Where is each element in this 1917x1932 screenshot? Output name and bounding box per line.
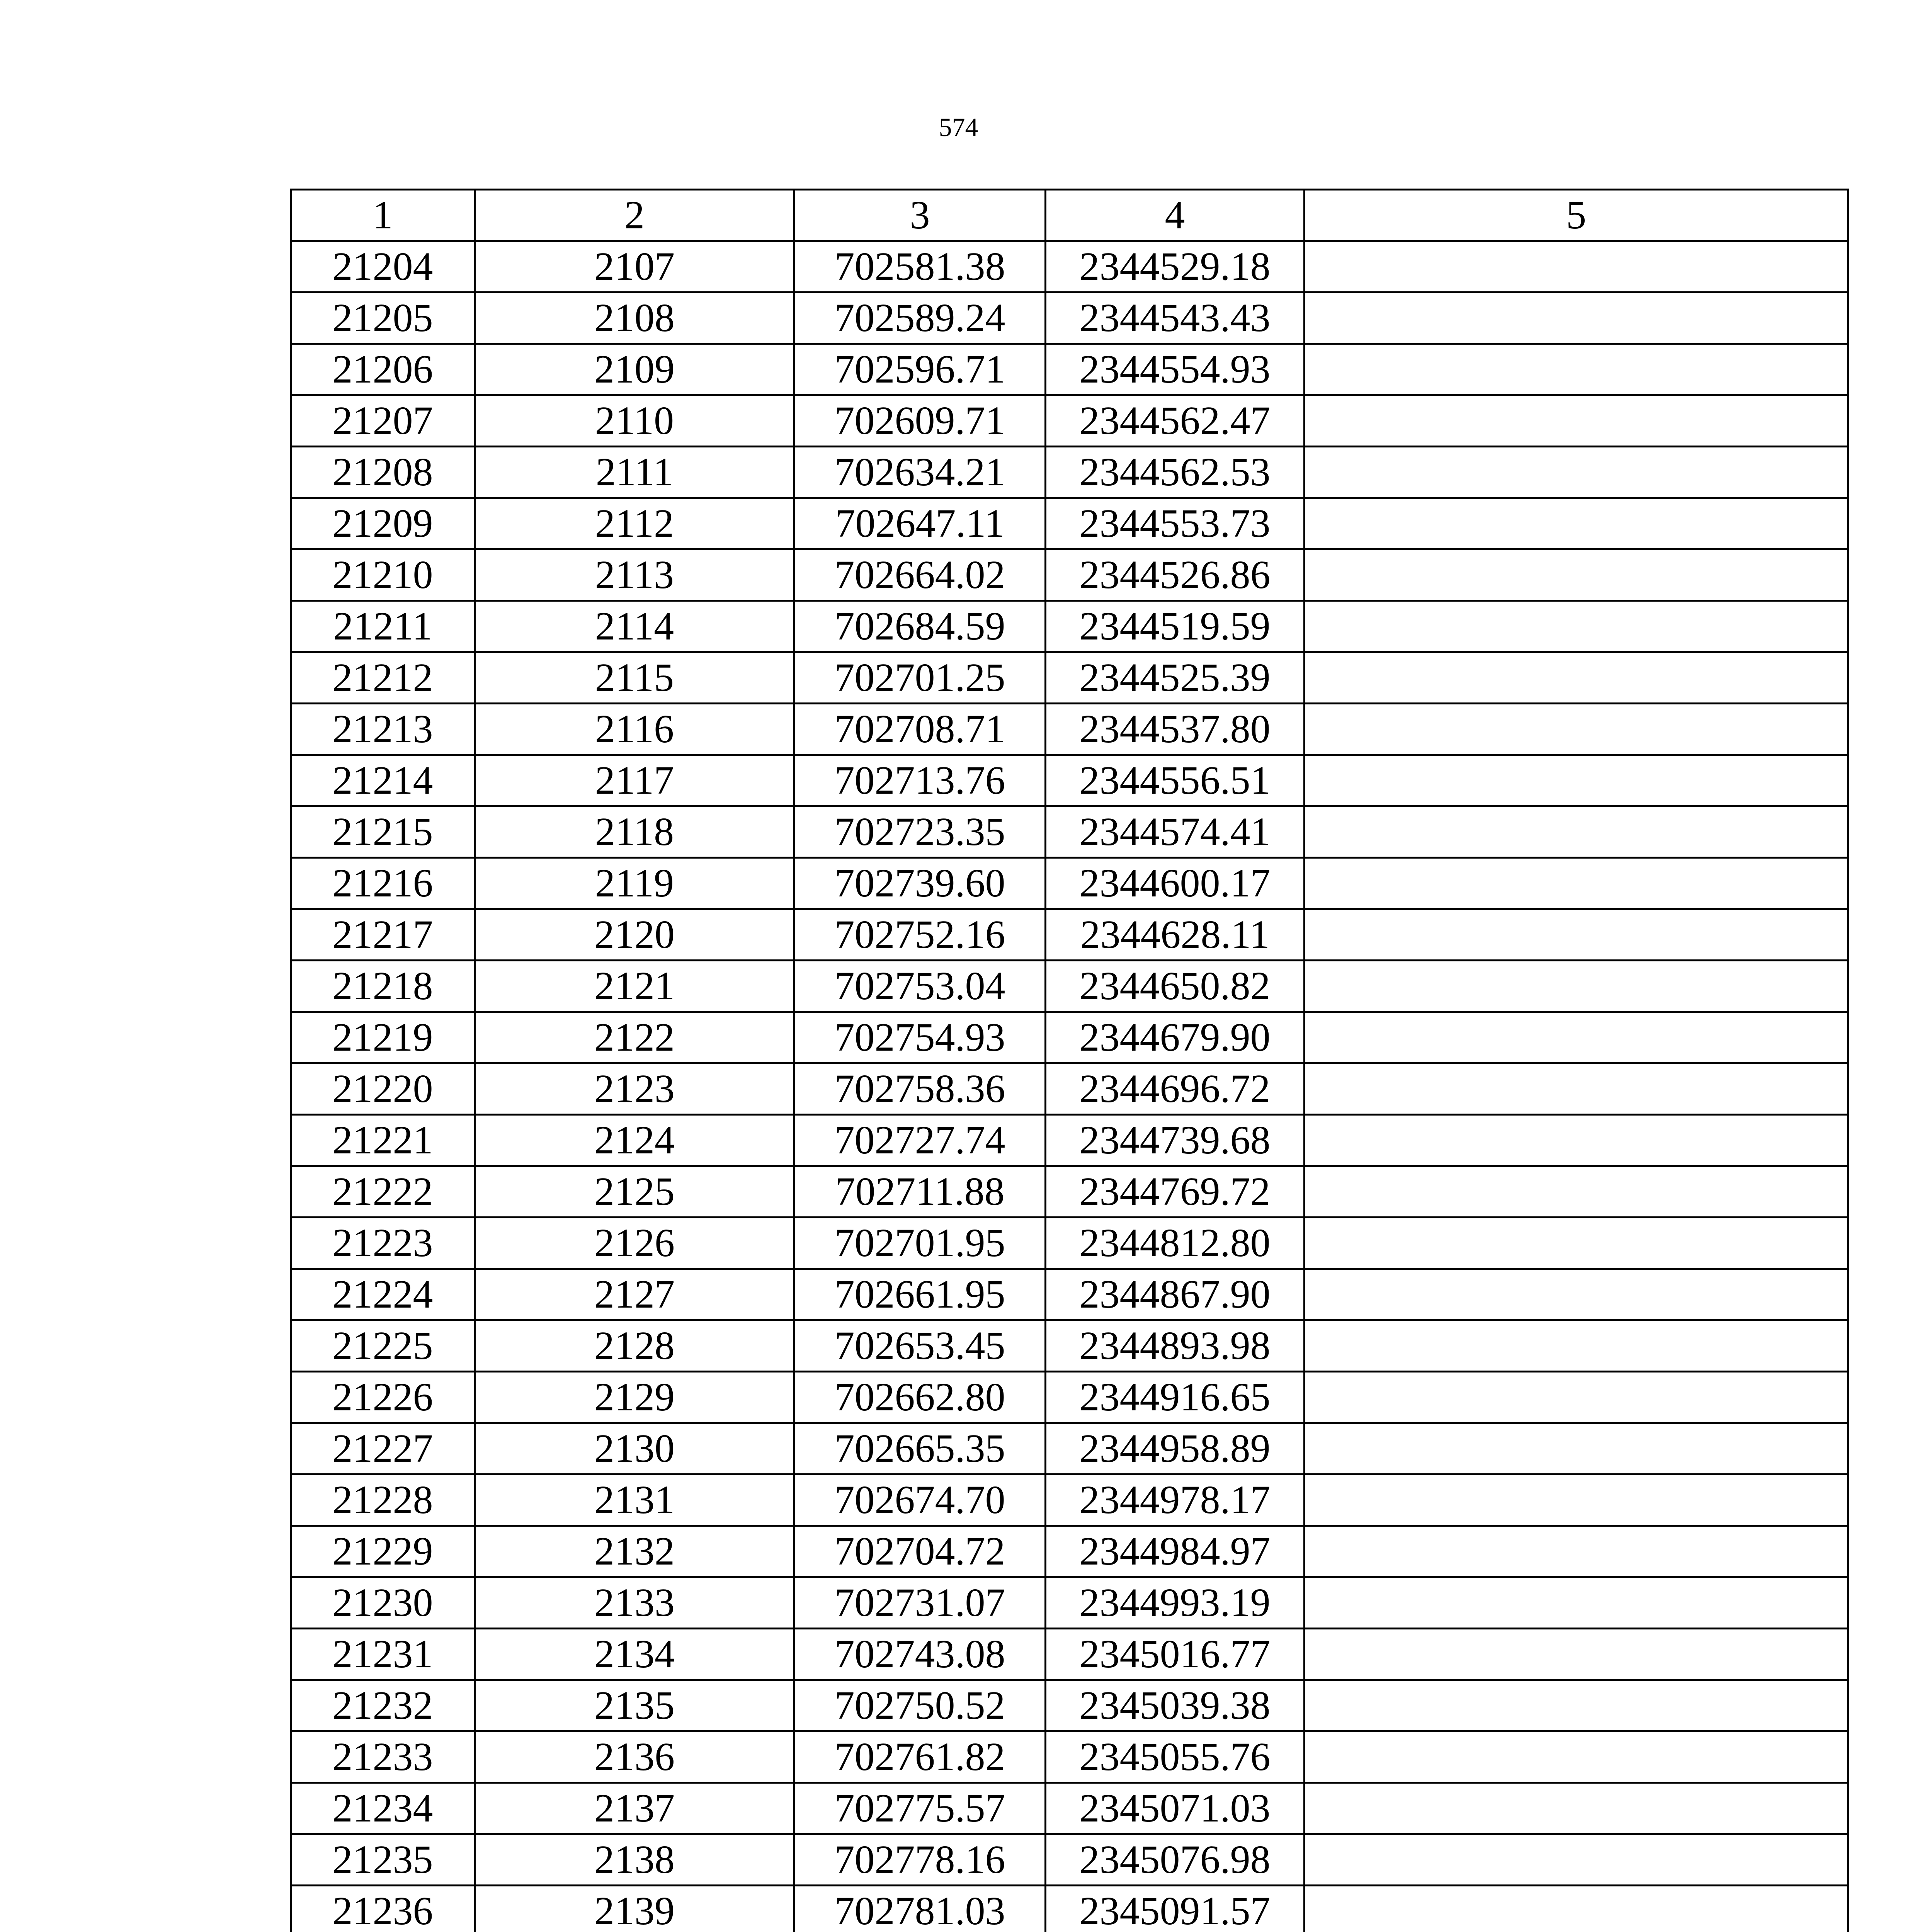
table-cell-col-1: 21232 (291, 1680, 475, 1731)
table-cell-col-4: 2344556.51 (1046, 755, 1305, 806)
table-cell-col-1: 21216 (291, 858, 475, 909)
table-row (291, 1886, 1848, 1932)
table-cell-col-5 (1305, 1372, 1848, 1423)
table-row (291, 601, 1848, 652)
table-row (291, 395, 1848, 447)
table-cell-col-4: 2344978.17 (1046, 1475, 1305, 1526)
table-row (291, 1166, 1848, 1218)
table-cell-col-1: 21220 (291, 1063, 475, 1115)
table-cell-col-4: 2344812.80 (1046, 1218, 1305, 1269)
table-row (291, 1475, 1848, 1526)
table-cell-col-1: 21207 (291, 395, 475, 447)
table-cell-col-3: 702581.38 (794, 241, 1046, 293)
table-cell-col-2: 2112 (475, 498, 794, 549)
column-header-1: 1 (291, 190, 475, 241)
table-cell-col-1: 21211 (291, 601, 475, 652)
table-cell-col-4: 2344984.97 (1046, 1526, 1305, 1577)
table-cell-col-5 (1305, 1269, 1848, 1320)
table-row (291, 1680, 1848, 1731)
table-cell-col-4: 2344529.18 (1046, 241, 1305, 293)
table-cell-col-5 (1305, 704, 1848, 755)
table-cell-col-1: 21217 (291, 909, 475, 961)
table-cell-col-1: 21230 (291, 1577, 475, 1629)
table-cell-col-4: 2344650.82 (1046, 961, 1305, 1012)
table-cell-col-1: 21209 (291, 498, 475, 549)
table-cell-col-3: 702684.59 (794, 601, 1046, 652)
table-row (291, 755, 1848, 806)
table-cell-col-5 (1305, 1423, 1848, 1475)
table-cell-col-3: 702778.16 (794, 1834, 1046, 1886)
table-row (291, 293, 1848, 344)
table-cell-col-4: 2344525.39 (1046, 652, 1305, 704)
table-cell-col-2: 2108 (475, 293, 794, 344)
table-cell-col-3: 702761.82 (794, 1731, 1046, 1783)
table-cell-col-3: 702727.74 (794, 1115, 1046, 1166)
table-cell-col-2: 2135 (475, 1680, 794, 1731)
table-cell-col-1: 21204 (291, 241, 475, 293)
table-cell-col-3: 702723.35 (794, 806, 1046, 858)
table-cell-col-2: 2131 (475, 1475, 794, 1526)
table-cell-col-3: 702753.04 (794, 961, 1046, 1012)
table-cell-col-1: 21224 (291, 1269, 475, 1320)
column-header-3: 3 (794, 190, 1046, 241)
table-cell-col-4: 2344519.59 (1046, 601, 1305, 652)
table-cell-col-2: 2133 (475, 1577, 794, 1629)
table-cell-col-3: 702752.16 (794, 909, 1046, 961)
table-cell-col-4: 2344526.86 (1046, 549, 1305, 601)
table-cell-col-5 (1305, 1526, 1848, 1577)
table-cell-col-3: 702750.52 (794, 1680, 1046, 1731)
table-cell-col-2: 2122 (475, 1012, 794, 1063)
table-cell-col-5 (1305, 1063, 1848, 1115)
table-cell-col-5 (1305, 961, 1848, 1012)
table-row (291, 1629, 1848, 1680)
column-header-5: 5 (1305, 190, 1848, 241)
table-cell-col-5 (1305, 755, 1848, 806)
table-cell-col-1: 21225 (291, 1320, 475, 1372)
table-row (291, 1526, 1848, 1577)
table-cell-col-1: 21214 (291, 755, 475, 806)
table-cell-col-5 (1305, 1012, 1848, 1063)
table-cell-col-1: 21223 (291, 1218, 475, 1269)
table-cell-col-2: 2124 (475, 1115, 794, 1166)
table-cell-col-4: 2344893.98 (1046, 1320, 1305, 1372)
table-cell-col-2: 2125 (475, 1166, 794, 1218)
table-cell-col-5 (1305, 1629, 1848, 1680)
table-cell-col-2: 2109 (475, 344, 794, 395)
table-row (291, 1372, 1848, 1423)
table-cell-col-1: 21236 (291, 1886, 475, 1932)
table-row (291, 961, 1848, 1012)
column-header-4: 4 (1046, 190, 1305, 241)
table-cell-col-5 (1305, 1680, 1848, 1731)
column-header-2: 2 (475, 190, 794, 241)
table-cell-col-2: 2126 (475, 1218, 794, 1269)
table-body (291, 241, 1848, 1932)
table-cell-col-2: 2139 (475, 1886, 794, 1932)
table-cell-col-2: 2138 (475, 1834, 794, 1886)
table-cell-col-4: 2344553.73 (1046, 498, 1305, 549)
table-cell-col-2: 2118 (475, 806, 794, 858)
table-cell-col-5 (1305, 601, 1848, 652)
table-cell-col-2: 2113 (475, 549, 794, 601)
table-cell-col-1: 21215 (291, 806, 475, 858)
table-cell-col-1: 21233 (291, 1731, 475, 1783)
table-cell-col-3: 702704.72 (794, 1526, 1046, 1577)
table-cell-col-3: 702775.57 (794, 1783, 1046, 1834)
table-cell-col-3: 702754.93 (794, 1012, 1046, 1063)
table-cell-col-1: 21229 (291, 1526, 475, 1577)
table-row (291, 1012, 1848, 1063)
coordinates-table (290, 189, 1849, 1932)
table-cell-col-4: 2344600.17 (1046, 858, 1305, 909)
table-cell-col-3: 702758.36 (794, 1063, 1046, 1115)
table-row (291, 806, 1848, 858)
table-row (291, 1115, 1848, 1166)
table-cell-col-5 (1305, 1886, 1848, 1932)
table-cell-col-5 (1305, 1577, 1848, 1629)
header-row (291, 190, 1848, 241)
table-cell-col-2: 2116 (475, 704, 794, 755)
table-cell-col-2: 2114 (475, 601, 794, 652)
table-cell-col-2: 2117 (475, 755, 794, 806)
table-cell-col-4: 2344916.65 (1046, 1372, 1305, 1423)
table-row (291, 1423, 1848, 1475)
table-cell-col-2: 2136 (475, 1731, 794, 1783)
table-row (291, 1834, 1848, 1886)
table-cell-col-3: 702634.21 (794, 447, 1046, 498)
table-cell-col-2: 2137 (475, 1783, 794, 1834)
table-row (291, 1063, 1848, 1115)
table-cell-col-3: 702665.35 (794, 1423, 1046, 1475)
table-row (291, 498, 1848, 549)
table-cell-col-5 (1305, 909, 1848, 961)
table-cell-col-4: 2344769.72 (1046, 1166, 1305, 1218)
table-cell-col-5 (1305, 1834, 1848, 1886)
table-cell-col-3: 702743.08 (794, 1629, 1046, 1680)
table-cell-col-1: 21208 (291, 447, 475, 498)
table-cell-col-2: 2128 (475, 1320, 794, 1372)
table-cell-col-5 (1305, 241, 1848, 293)
table-cell-col-2: 2132 (475, 1526, 794, 1577)
table-cell-col-1: 21228 (291, 1475, 475, 1526)
table-cell-col-2: 2130 (475, 1423, 794, 1475)
table-cell-col-1: 21219 (291, 1012, 475, 1063)
table-cell-col-1: 21234 (291, 1783, 475, 1834)
table-row (291, 1320, 1848, 1372)
table-row (291, 1731, 1848, 1783)
table-cell-col-2: 2115 (475, 652, 794, 704)
table-cell-col-5 (1305, 1783, 1848, 1834)
table-cell-col-4: 2344574.41 (1046, 806, 1305, 858)
table-cell-col-2: 2107 (475, 241, 794, 293)
table-cell-col-4: 2345071.03 (1046, 1783, 1305, 1834)
table-cell-col-3: 702701.25 (794, 652, 1046, 704)
table-row (291, 1783, 1848, 1834)
table-cell-col-3: 702701.95 (794, 1218, 1046, 1269)
table-row (291, 549, 1848, 601)
table-cell-col-2: 2120 (475, 909, 794, 961)
table-cell-col-1: 21221 (291, 1115, 475, 1166)
table-cell-col-4: 2344679.90 (1046, 1012, 1305, 1063)
table-cell-col-4: 2344958.89 (1046, 1423, 1305, 1475)
table-cell-col-1: 21227 (291, 1423, 475, 1475)
table-cell-col-4: 2344554.93 (1046, 344, 1305, 395)
table-cell-col-4: 2345016.77 (1046, 1629, 1305, 1680)
table-row (291, 1218, 1848, 1269)
table-cell-col-5 (1305, 1166, 1848, 1218)
table-cell-col-5 (1305, 806, 1848, 858)
table-cell-col-1: 21218 (291, 961, 475, 1012)
table-cell-col-4: 2345076.98 (1046, 1834, 1305, 1886)
table-cell-col-3: 702731.07 (794, 1577, 1046, 1629)
table-cell-col-3: 702674.70 (794, 1475, 1046, 1526)
table-cell-col-3: 702653.45 (794, 1320, 1046, 1372)
table-cell-col-1: 21235 (291, 1834, 475, 1886)
table-cell-col-4: 2344562.53 (1046, 447, 1305, 498)
page-number: 574 (939, 112, 978, 142)
table-cell-col-4: 2345055.76 (1046, 1731, 1305, 1783)
table-cell-col-3: 702708.71 (794, 704, 1046, 755)
table-cell-col-4: 2345091.57 (1046, 1886, 1305, 1932)
table-cell-col-4: 2344628.11 (1046, 909, 1305, 961)
table-cell-col-3: 702589.24 (794, 293, 1046, 344)
table-cell-col-1: 21206 (291, 344, 475, 395)
table-cell-col-3: 702711.88 (794, 1166, 1046, 1218)
table-cell-col-1: 21231 (291, 1629, 475, 1680)
table-cell-col-5 (1305, 1115, 1848, 1166)
table-row (291, 858, 1848, 909)
table-cell-col-5 (1305, 858, 1848, 909)
table-cell-col-4: 2345039.38 (1046, 1680, 1305, 1731)
table-cell-col-5 (1305, 1218, 1848, 1269)
table-cell-col-5 (1305, 1475, 1848, 1526)
table-cell-col-4: 2344867.90 (1046, 1269, 1305, 1320)
table-cell-col-3: 702781.03 (794, 1886, 1046, 1932)
table-cell-col-3: 702713.76 (794, 755, 1046, 806)
table-cell-col-1: 21210 (291, 549, 475, 601)
table-cell-col-5 (1305, 1320, 1848, 1372)
table-cell-col-4: 2344543.43 (1046, 293, 1305, 344)
table-cell-col-1: 21213 (291, 704, 475, 755)
table-cell-col-2: 2129 (475, 1372, 794, 1423)
table-header (291, 190, 1848, 241)
table-cell-col-3: 702661.95 (794, 1269, 1046, 1320)
table-cell-col-5 (1305, 447, 1848, 498)
table-row (291, 652, 1848, 704)
table-cell-col-2: 2123 (475, 1063, 794, 1115)
table-cell-col-2: 2111 (475, 447, 794, 498)
table-row (291, 1269, 1848, 1320)
table-cell-col-3: 702664.02 (794, 549, 1046, 601)
table-cell-col-1: 21205 (291, 293, 475, 344)
table-cell-col-5 (1305, 344, 1848, 395)
table-row (291, 344, 1848, 395)
table-row (291, 447, 1848, 498)
table-cell-col-3: 702739.60 (794, 858, 1046, 909)
table-cell-col-2: 2127 (475, 1269, 794, 1320)
table-cell-col-5 (1305, 549, 1848, 601)
table-row (291, 1577, 1848, 1629)
table-cell-col-3: 702596.71 (794, 344, 1046, 395)
table-cell-col-2: 2110 (475, 395, 794, 447)
table-cell-col-4: 2344537.80 (1046, 704, 1305, 755)
table-cell-col-4: 2344993.19 (1046, 1577, 1305, 1629)
table-cell-col-1: 21226 (291, 1372, 475, 1423)
table-cell-col-4: 2344739.68 (1046, 1115, 1305, 1166)
table-cell-col-5 (1305, 498, 1848, 549)
table-cell-col-5 (1305, 652, 1848, 704)
table-cell-col-4: 2344562.47 (1046, 395, 1305, 447)
table-cell-col-3: 702647.11 (794, 498, 1046, 549)
table-cell-col-1: 21212 (291, 652, 475, 704)
table-cell-col-3: 702609.71 (794, 395, 1046, 447)
table-cell-col-2: 2119 (475, 858, 794, 909)
table-row (291, 704, 1848, 755)
table-row (291, 909, 1848, 961)
table-cell-col-2: 2121 (475, 961, 794, 1012)
table-cell-col-3: 702662.80 (794, 1372, 1046, 1423)
table-cell-col-1: 21222 (291, 1166, 475, 1218)
table-row (291, 241, 1848, 293)
table-cell-col-5 (1305, 293, 1848, 344)
table-cell-col-5 (1305, 395, 1848, 447)
table-cell-col-2: 2134 (475, 1629, 794, 1680)
table-cell-col-4: 2344696.72 (1046, 1063, 1305, 1115)
table-cell-col-5 (1305, 1731, 1848, 1783)
